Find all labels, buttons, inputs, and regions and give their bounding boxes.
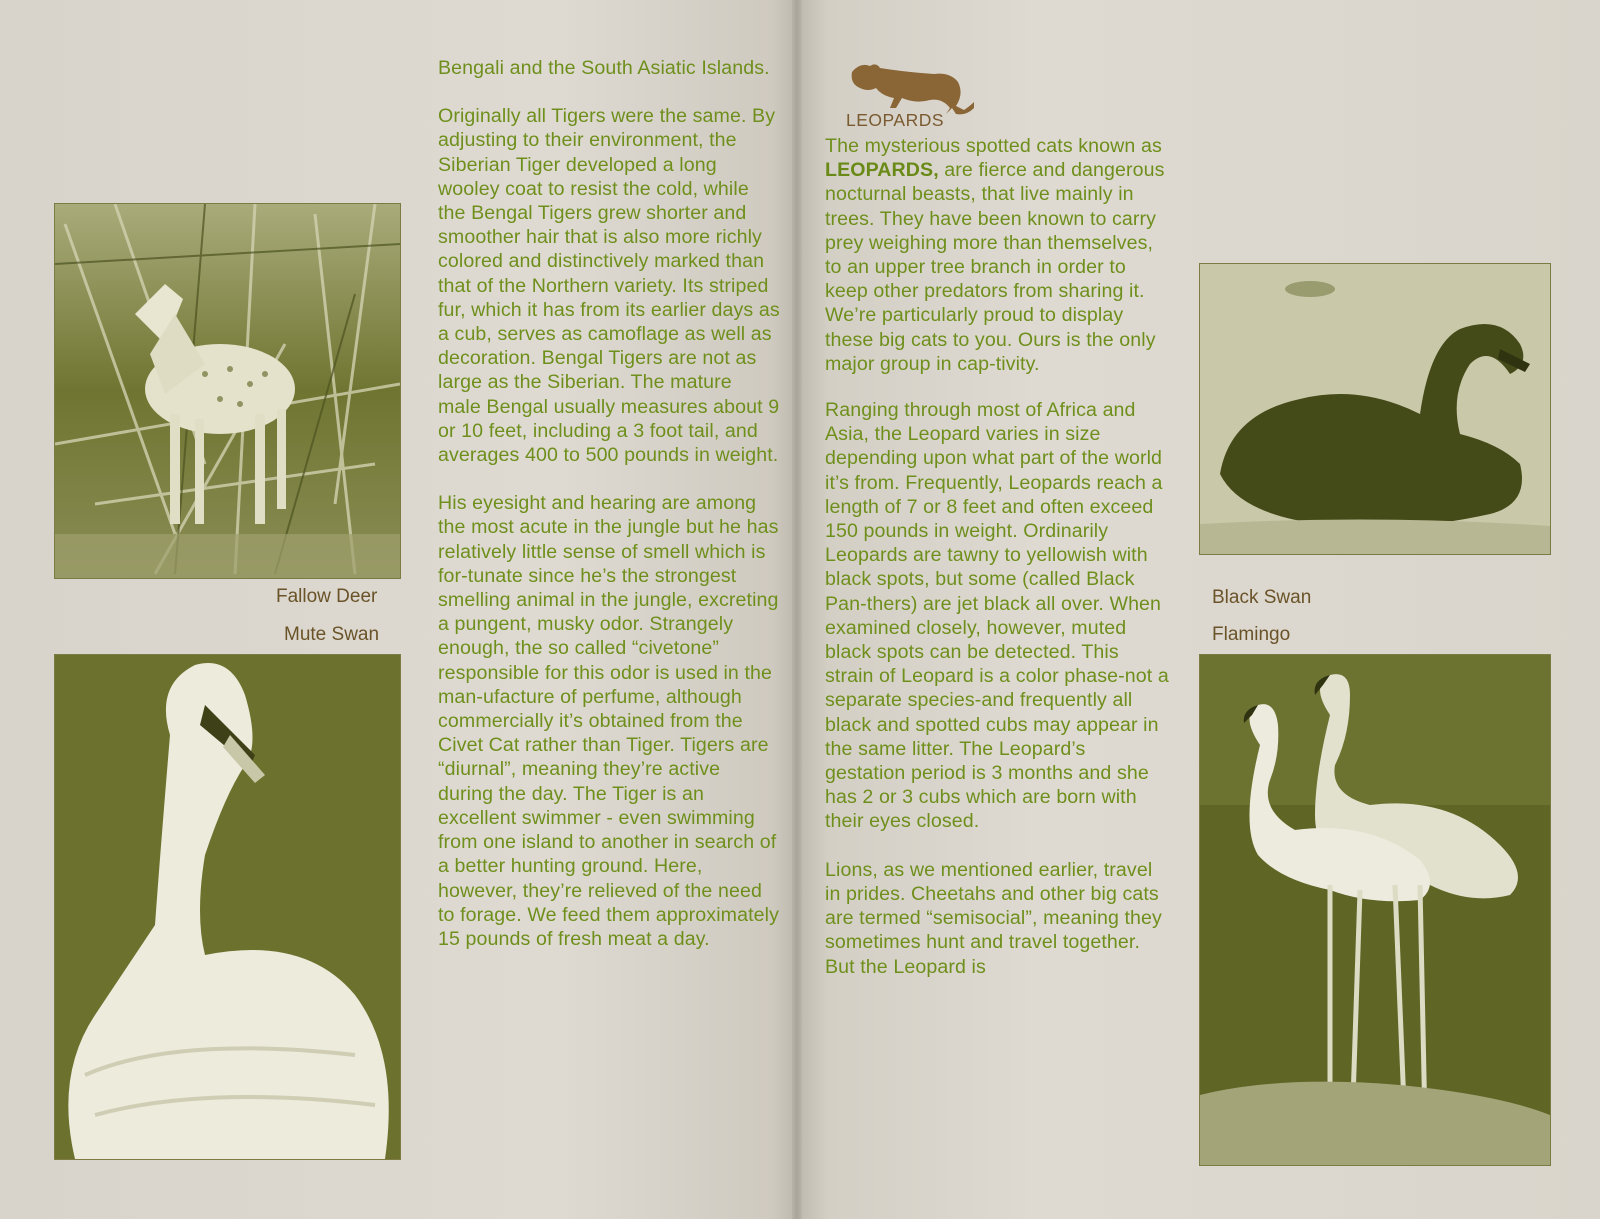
paragraph-leopard-range: Ranging through most of Africa and Asia, the Leopard varies in size depending upon what part of the world it’s from. Frequently, Leopards reach a length of 7 or 8 feet and often exceed 150 pounds in weight. Ordinarily Leopards are tawny to yellowish with black spots, but some (called Black Pan-thers) are jet black all over. When examined closely, however, muted black spots can be detected. This strain of Leopard is a color phase-not a separate species-and frequently all black and spotted cubs may appear in the same litter. The Leopard’s gestation period is 3 months and she has 2 or 3 cubs which are born with their eyes closed.: [825, 399, 1169, 833]
paragraph-tiger-origins: Originally all Tigers were the same. By adjusting to their environment, the Siberian Tiger developed a long wooley coat to resist the cold, while the Bengal Tigers grew shorter and smoother hair that is also more richly colored and distinctively marked than that of the Northern variety. Its striped fur, which it has from its earlier days as a cub, serves as camoflage as well as decoration. Bengal Tigers are not as large as the Siberian. The mature male Bengal usually measures about 9 or 10 feet, including a 3 foot tail, and averages 400 to 500 pounds in weight.: [438, 105, 780, 467]
photo-black-swan: [1199, 263, 1551, 555]
intro-after: are fierce and dangerous nocturnal beasts, that live mainly in trees. They have been known to carry prey weighing more than themselves, to an upper tree branch in order to keep other predators from sharing it. We’re particularly proud to display these big cats to you. Ours is the only major group in cap-tivity.: [825, 159, 1165, 375]
paragraph-tiger-senses: His eyesight and hearing are among the most acute in the jungle but he has relatively little sense of smell which is for-tunate since he’s the strongest smelling animal in the jungle, excreting a pungent, musky odor. Strangely enough, the so called “civetone” responsible for this odor is used in the man-ufacture of perfume, although commercially it’s obtained from the Civet Cat rather than Tiger. Tigers are “diurnal”, meaning they’re active during the day. The Tiger is an excellent swimmer - even swimming from one island to another in search of a better hunting ground. Here, however, they’re relieved of the need to forage. We feed them approximately 15 pounds of fresh meat a day.: [438, 492, 779, 950]
photo-fallow-deer: [54, 203, 401, 579]
section-title-leopards: LEOPARDS: [846, 110, 945, 130]
photo-flamingo: [1199, 654, 1551, 1166]
caption-mute-swan: Mute Swan: [284, 624, 380, 645]
left-text-column: [438, 56, 780, 975]
caption-black-swan: Black Swan: [1212, 587, 1312, 608]
caption-fallow-deer: Fallow Deer: [276, 586, 378, 607]
intro-before: The mysterious spotted cats known as: [825, 135, 1162, 157]
book-spine: [792, 0, 802, 1219]
right-text-column: [825, 134, 1170, 1003]
caption-flamingo: Flamingo: [1212, 624, 1291, 645]
paragraph-leopard-intro: [825, 134, 1170, 376]
intro-bold: LEOPARDS,: [825, 159, 939, 182]
paragraph-lions: Lions, as we mentioned earlier, travel in prides. Cheetahs and other big cats are termed “semisocial”, meaning they sometimes hunt and travel together. But the Leopard is: [825, 858, 1162, 978]
paragraph-bengali: Bengali and the South Asiatic Islands.: [438, 57, 770, 79]
photo-mute-swan: [54, 654, 401, 1160]
